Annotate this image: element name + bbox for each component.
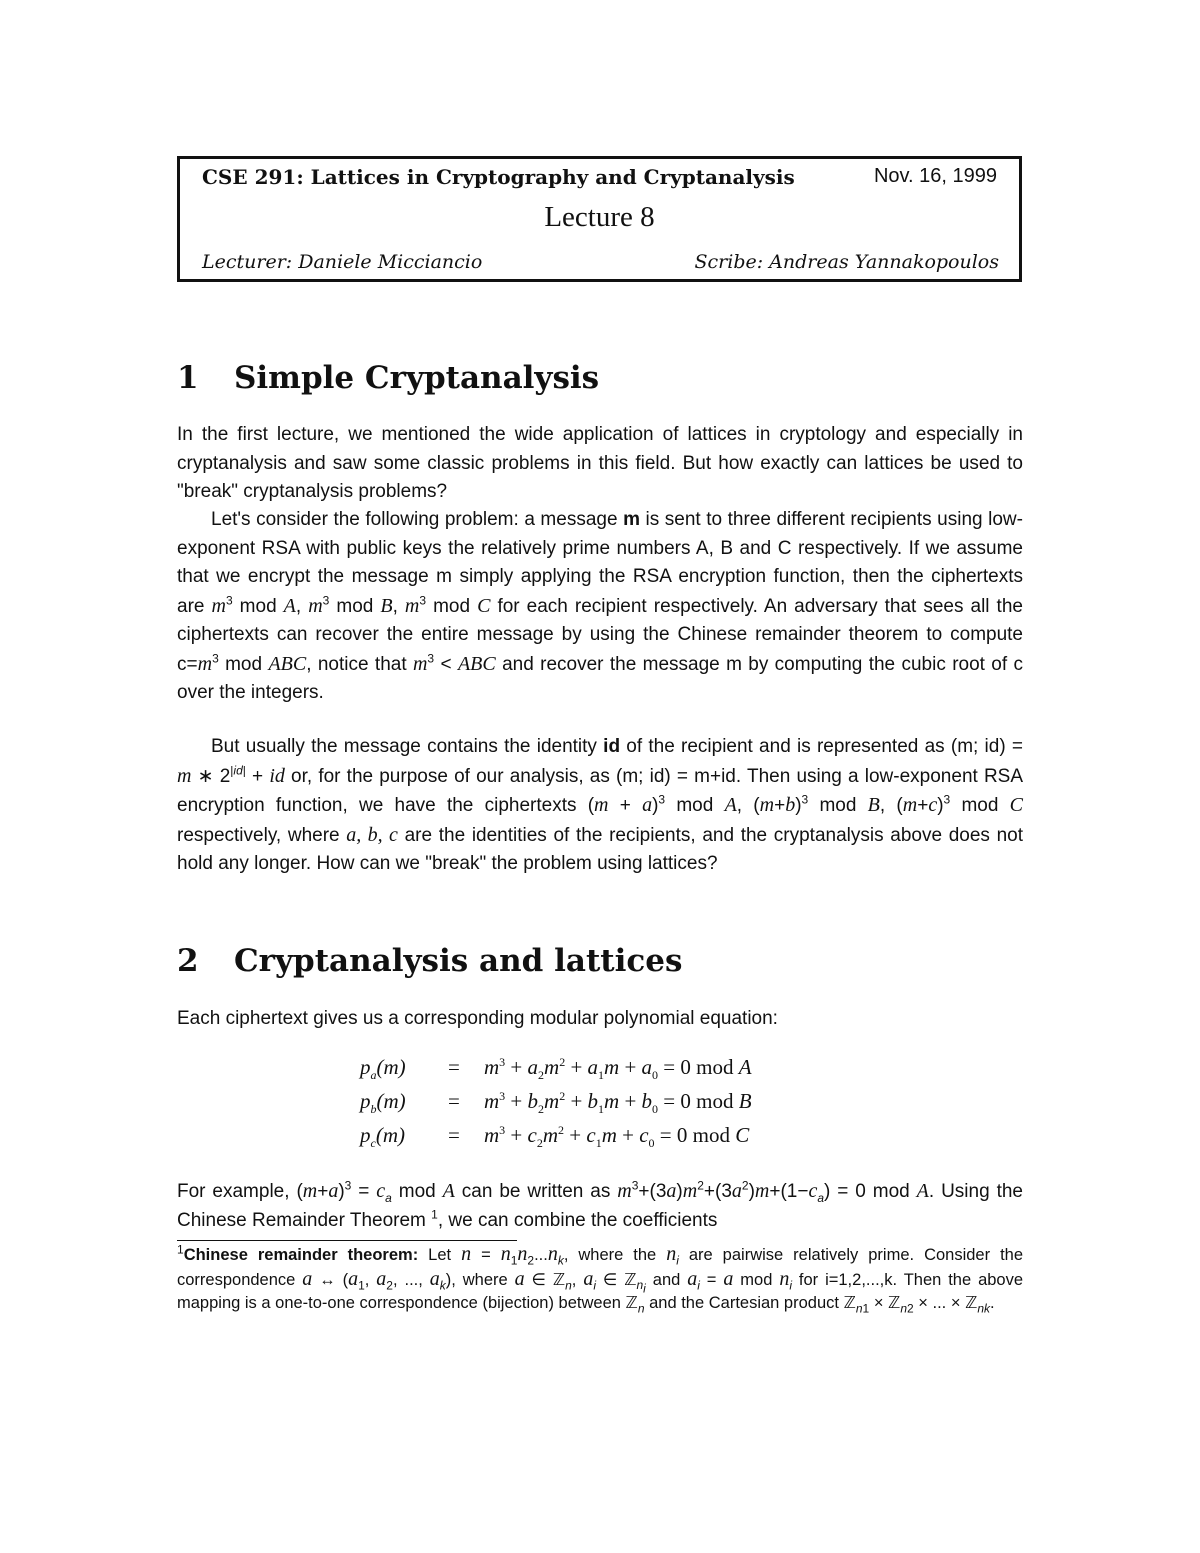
paragraph-identity: But usually the message contains the identity id of the recipient and is represented as (m; id) = m ∗ $2^{|id|}$ + id or, for the purpose of our analysis, as (m; id) = m+id. Then using a low-exponent RSA encryption function, we have the ciphertexts $(m + a)^3$ mod A, $(m+b)^3$ mod B, $(m+c)^3$ mod C respectively, where a, b, c are the identities of the recipients, and the cryptanalysis above does not hold any longer. How can we "break" the problem using lattices?: [177, 736, 1024, 874]
section-number: 1: [177, 360, 199, 396]
section-number: 2: [177, 943, 199, 979]
section-1-heading: [177, 360, 599, 396]
section-title: Simple Cryptanalysis: [234, 360, 600, 396]
paragraph-example: For example, $(m+a)^3 = c_a$ mod A can be written as $m^3+(3a)m^2+(3a^2)m+(1-c_a) = 0$ mod A. Using the Chinese Remainder Theorem $^1$, we can combine the coefficients: [177, 1178, 1023, 1231]
paragraph-intro: In the first lecture, we mentioned the wide application of lattices in cryptology and especially in cryptanalysis and saw some classic problems in this field. But how exactly can lattices be used to "break" cryptanalysis problems?: [177, 424, 1023, 502]
course-title: CSE 291: Lattices in Cryptography and Cryptanalysis: [202, 165, 795, 189]
section-2-heading: [177, 943, 682, 979]
footnote-crt: $^1$Chinese remainder theorem: Let $n = n_1n_2...n_k$, where the $n_i$ are pairwise relatively prime. Consider the correspondence a ↔ ($a_1$, $a_2$, ..., $a_k$), where a ∈ ℤ$_n$, $a_i$ ∈ ℤ$_{n_i}$ and $a_i = a$ mod $n_i$ for i=1,2,...,k. Then the above mapping is a one-to-one correspondence (bijection) between ℤ$_n$ and the Cartesian product ℤ$_{n1}$ × ℤ$_{n2}$ × ... × ℤ$_{nk}$.: [177, 1242, 1024, 1316]
lecture-title: Lecture 8: [544, 201, 655, 233]
footnote-reference: 1: [431, 1207, 438, 1222]
paragraph-rsa-problem: Let's consider the following problem: a message m is sent to three different recipients using low-exponent RSA with public keys the relatively prime numbers A, B and C respectively. If we assume that we encrypt the message m simply applying the RSA encryption function, then the ciphertexts are $m^3$ mod A, $m^3$ mod B, $m^3$ mod C for each recipient respectively. An adversary that sees all the ciphertexts can recover the entire message by using the Chinese remainder theorem to compute $c=m^3$ mod ABC, notice that $m^3$ < ABC and recover the message m by computing the cubic root of c over the integers.: [177, 509, 1023, 703]
scribe-name: Scribe: Andreas Yannakopoulos: [694, 251, 999, 273]
lecture-date: Nov. 16, 1999: [873, 165, 997, 187]
section-title: Cryptanalysis and lattices: [234, 943, 683, 979]
lecturer-name: Lecturer: Daniele Micciancio: [202, 251, 483, 273]
paragraph-equations-intro: Each ciphertext gives us a corresponding modular polynomial equation:: [177, 1008, 778, 1029]
document-page: CSE 291: Lattices in Cryptography and Cryptanalysis Nov. 16, 1999 Lecture 8 Lecturer: Daniele Micciancio Scribe: Andreas Yannakopoulos 1 Simple Cryptanalysis In the first lecture, we mentioned the wide application of lattices in cryptology and especially in cryptanalysis and saw some classic problems in this field. But how exactly can lattices be used to "break" cryptanalysis problems? Let's consider the following problem: a message m is sent to three different recipients using low-exponent RSA with public keys the relatively prime numbers A, B and C respectively. If we assume that we encrypt the message m simply applying the RSA encryption function, then the ciphertexts are $m^3$ mod A, $m^3$ mod B, $m^3$ mod C for each recipient respectively. An adversary that sees all the ciphertexts can recover the entire message by using the Chinese remainder theorem to compute $c=m^3$ mod ABC, notice that $m^3$ < ABC and recover the message m by computing the cubic root of c over the integers. But usually the message contains the identity id of the recipient and is represented as (m; id) = m ∗ $2^{|id|}$ + id or, for the purpose of our analysis, as (m; id) = m+id. Then using a low-exponent RSA encryption function, we have the ciphertexts $(m + a)^3$ mod A, $(m+b)^3$ mod B, $(m+c)^3$ mod C respectively, where a, b, c are the identities of the recipients, and the cryptanalysis above does not hold any longer. How can we "break" the problem using lattices? 2 Cryptanalysis and lattices Each ciphertext gives us a corresponding modular polynomial equation: $p_a(m)$ = $m^3 + a_2m^2 + a_1m + a_0 = 0$ mod A $p_b(m)$ = $m^3 + b_2m^2 + b_1m + b_0 = 0$ mod B $p_c(m)$ = $m^3 + c_2m^2 + c_1m + c_0 = 0$ mod C For example, $(m+a)^3 = c_a$ mod A can be written as $m^3+(3a)m^2+(3a^2)m+(1-c_a) = 0$ mod A. Using the Chinese Remainder Theorem $^1$, we can combine the coefficients $^1$Chinese remainder theorem: Let $n = n_1n_2...n_k$, where the $n_i$ are pairwise relatively prime. Consider the correspondence a ↔ ($a_1$, $a_2$, ..., $a_k$), where a ∈ ℤ$_n$, $a_i$ ∈ ℤ$_{n_i}$ and $a_i = a$ mod $n_i$ for i=1,2,...,k. Then the above mapping is a one-to-one correspondence (bijection) between ℤ$_n$ and the Cartesian product ℤ$_{n1}$ × ℤ$_{n2}$ × ... × ℤ$_{nk}$.: [0, 0, 1200, 1553]
footnote-rule: [177, 1240, 517, 1241]
lecture-header-box: [177, 156, 1022, 282]
